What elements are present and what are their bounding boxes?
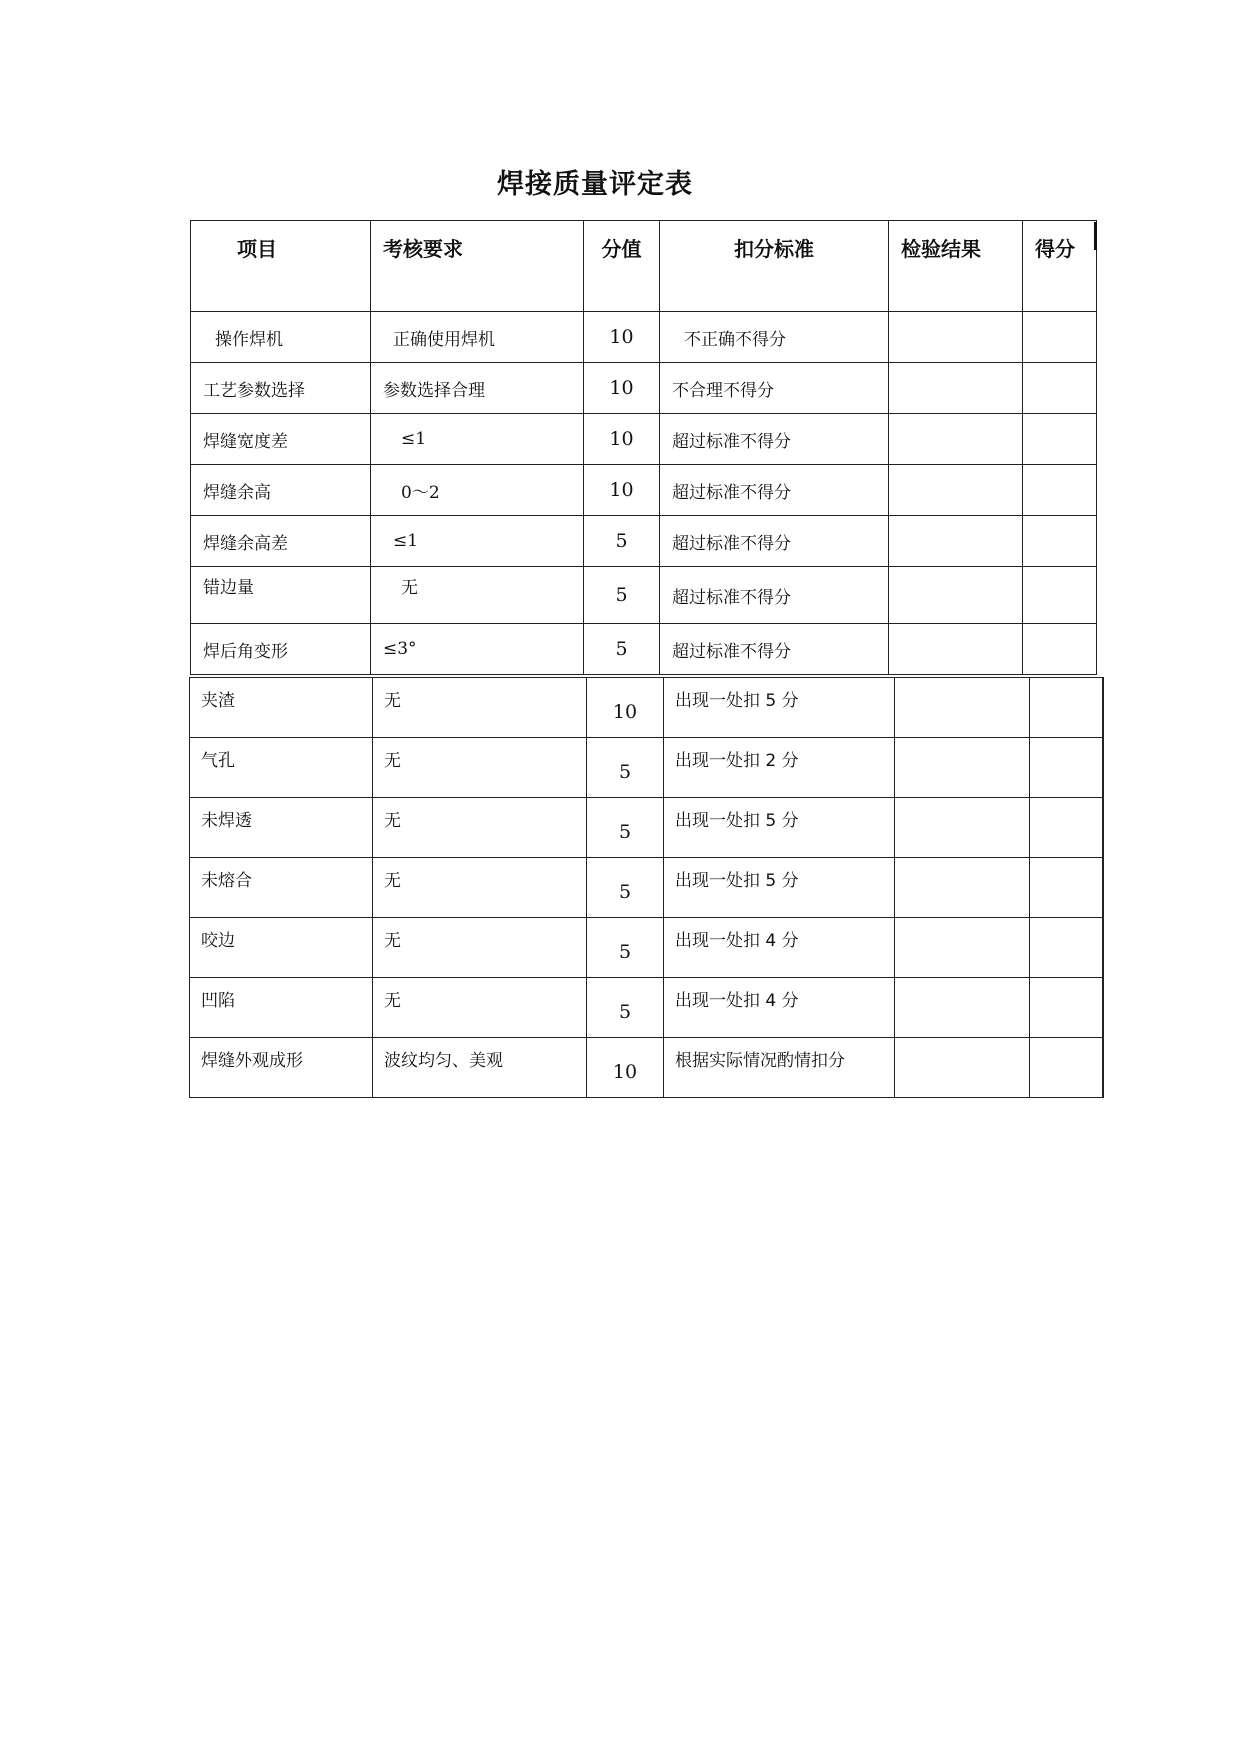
obtained-cell[interactable]: [1023, 312, 1097, 363]
item-cell: 工艺参数选择: [191, 363, 371, 414]
score-cell: 5: [587, 798, 664, 858]
obtained-cell[interactable]: [1030, 738, 1103, 798]
table-row: [191, 624, 1097, 675]
deduction-cell: 超过标准不得分: [660, 516, 889, 567]
deduction-cell: 出现一处扣 4 分: [664, 918, 895, 978]
item-cell: 未熔合: [190, 858, 373, 918]
obtained-cell[interactable]: [1030, 1038, 1103, 1098]
table-row: [190, 738, 1103, 798]
item-cell: 操作焊机: [191, 312, 371, 363]
result-cell[interactable]: [889, 312, 1023, 363]
result-cell[interactable]: [895, 678, 1030, 738]
table-row: [191, 312, 1097, 363]
score-cell: 5: [584, 624, 660, 675]
item-cell: 气孔: [190, 738, 373, 798]
item-cell: 咬边: [190, 918, 373, 978]
obtained-cell[interactable]: [1030, 678, 1103, 738]
score-cell: 5: [587, 858, 664, 918]
score-cell: 10: [584, 465, 660, 516]
requirement-cell: 0～2: [371, 465, 584, 516]
item-cell: 焊缝外观成形: [190, 1038, 373, 1098]
header-requirement: 考核要求: [371, 221, 584, 312]
score-cell: 5: [584, 516, 660, 567]
result-cell[interactable]: [895, 1038, 1030, 1098]
deduction-cell: 超过标准不得分: [660, 465, 889, 516]
result-cell[interactable]: [889, 363, 1023, 414]
result-cell[interactable]: [889, 414, 1023, 465]
requirement-cell: 无: [373, 918, 587, 978]
header-obtained: 得分: [1023, 221, 1097, 312]
score-cell: 5: [587, 978, 664, 1038]
requirement-cell: 无: [373, 678, 587, 738]
table-row: [190, 798, 1103, 858]
requirement-cell: 无: [373, 858, 587, 918]
result-cell[interactable]: [895, 798, 1030, 858]
header-deduction: 扣分标准: [660, 221, 889, 312]
table-row: [190, 858, 1103, 918]
table-row: [191, 516, 1097, 567]
result-cell[interactable]: [889, 624, 1023, 675]
header-result: 检验结果: [889, 221, 1023, 312]
score-cell: 10: [584, 312, 660, 363]
score-cell: 5: [584, 567, 660, 624]
requirement-cell: ≤3°: [371, 624, 584, 675]
item-cell: 错边量: [191, 567, 371, 624]
page-title: 焊接质量评定表: [497, 169, 693, 200]
result-cell[interactable]: [895, 918, 1030, 978]
obtained-cell[interactable]: [1023, 465, 1097, 516]
result-cell[interactable]: [889, 567, 1023, 624]
requirement-cell: ≤1: [371, 516, 584, 567]
obtained-cell[interactable]: [1030, 918, 1103, 978]
requirement-cell: 无: [373, 798, 587, 858]
table-row: [191, 363, 1097, 414]
score-cell: 10: [587, 678, 664, 738]
obtained-cell[interactable]: [1030, 978, 1103, 1038]
obtained-cell[interactable]: [1023, 363, 1097, 414]
item-cell: 未焊透: [190, 798, 373, 858]
item-cell: 凹陷: [190, 978, 373, 1038]
table-row: [190, 678, 1103, 738]
header-row: [191, 221, 1097, 312]
requirement-cell: 正确使用焊机: [371, 312, 584, 363]
obtained-cell[interactable]: [1023, 414, 1097, 465]
table-row: [191, 465, 1097, 516]
deduction-cell: 出现一处扣 5 分: [664, 798, 895, 858]
header-score: 分值: [584, 221, 660, 312]
item-cell: 焊缝余高: [191, 465, 371, 516]
score-cell: 5: [587, 738, 664, 798]
requirement-cell: 无: [373, 978, 587, 1038]
obtained-cell[interactable]: [1023, 516, 1097, 567]
table-row: [191, 567, 1097, 624]
deduction-cell: 出现一处扣 2 分: [664, 738, 895, 798]
requirement-cell: 无: [373, 738, 587, 798]
table-row: [191, 414, 1097, 465]
requirement-cell: 参数选择合理: [371, 363, 584, 414]
obtained-cell[interactable]: [1030, 858, 1103, 918]
item-cell: 焊后角变形: [191, 624, 371, 675]
score-cell: 10: [584, 414, 660, 465]
item-cell: 焊缝余高差: [191, 516, 371, 567]
deduction-cell: 根据实际情况酌情扣分: [664, 1038, 895, 1098]
requirement-cell: ≤1: [371, 414, 584, 465]
deduction-cell: 出现一处扣 5 分: [664, 678, 895, 738]
result-cell[interactable]: [895, 978, 1030, 1038]
evaluation-table-lower: [189, 677, 1104, 1098]
deduction-cell: 不正确不得分: [660, 312, 889, 363]
score-cell: 5: [587, 918, 664, 978]
item-cell: 夹渣: [190, 678, 373, 738]
obtained-cell[interactable]: [1023, 624, 1097, 675]
requirement-cell: 波纹均匀、美观: [373, 1038, 587, 1098]
score-cell: 10: [584, 363, 660, 414]
result-cell[interactable]: [889, 465, 1023, 516]
result-cell[interactable]: [895, 858, 1030, 918]
obtained-cell[interactable]: [1030, 798, 1103, 858]
item-cell: 焊缝宽度差: [191, 414, 371, 465]
table-row: [190, 978, 1103, 1038]
deduction-cell: 超过标准不得分: [660, 567, 889, 624]
obtained-cell[interactable]: [1023, 567, 1097, 624]
header-item: 项目: [191, 221, 371, 312]
deduction-cell: 出现一处扣 4 分: [664, 978, 895, 1038]
deduction-cell: 不合理不得分: [660, 363, 889, 414]
deduction-cell: 超过标准不得分: [660, 624, 889, 675]
result-cell[interactable]: [895, 738, 1030, 798]
evaluation-table-upper: [190, 220, 1097, 675]
table-row: [190, 918, 1103, 978]
deduction-cell: 超过标准不得分: [660, 414, 889, 465]
deduction-cell: 出现一处扣 5 分: [664, 858, 895, 918]
score-cell: 10: [587, 1038, 664, 1098]
table-edge-mark: [1094, 222, 1097, 250]
table-row: [190, 1038, 1103, 1098]
requirement-cell: 无: [371, 567, 584, 624]
result-cell[interactable]: [889, 516, 1023, 567]
